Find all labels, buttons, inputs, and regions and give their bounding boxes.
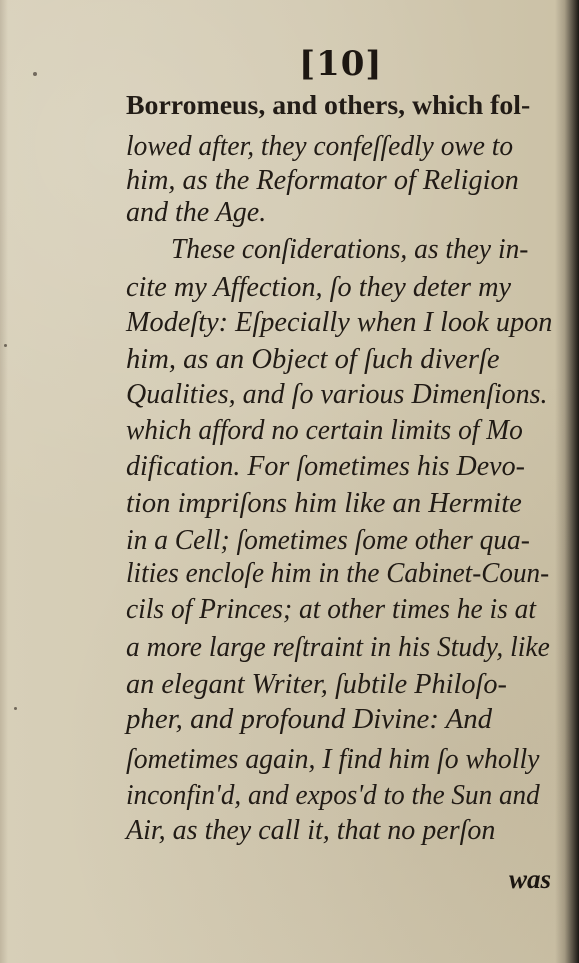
text-line: him, as an Object of ſuch diverſe: [126, 344, 500, 375]
page-edge-shadow: [0, 0, 8, 963]
text-line: Borromeus, and others, which fol-: [126, 90, 531, 120]
text-line: inconfin'd, and expos'd to the Sun and: [126, 780, 540, 811]
text-line: Modeſty: Eſpecially when I look upon: [126, 307, 553, 338]
text-line: lities encloſe him in the Cabinet-Coun-: [126, 558, 550, 589]
text-line: him, as the Reformator of Religion: [126, 165, 519, 196]
text-line: Qualities, and ſo various Dimenſions.: [126, 379, 548, 410]
ink-speck: [14, 707, 17, 710]
text-line: These conſiderations, as they in-: [171, 234, 529, 265]
text-line: cite my Affection, ſo they deter my: [126, 272, 512, 303]
text-line: Air, as they call it, that no perſon: [126, 815, 496, 846]
text-line: ſometimes again, I find him ſo wholly: [126, 744, 540, 775]
catchword: was: [509, 864, 552, 894]
ink-speck: [4, 344, 7, 347]
text-line: in a Cell; ſometimes ſome other qua-: [126, 525, 530, 556]
text-line: and the Age.: [126, 197, 267, 228]
ink-speck: [33, 72, 37, 76]
text-line: which afford no certain limits of Mo: [126, 415, 523, 446]
text-line: an elegant Writer, ſubtile Philoſo-: [126, 669, 507, 700]
text-line: tion impriſons him like an Hermite: [126, 488, 522, 519]
text-line: lowed after, they confeſſedly owe to: [126, 131, 514, 162]
text-line: a more large reſtraint in his Study, like: [126, 632, 550, 663]
page-number: [10]: [299, 44, 383, 84]
text-line: pher, and profound Divine: And: [126, 704, 493, 735]
text-line: dification. For ſometimes his Devo-: [126, 451, 525, 482]
text-line: cils of Princes; at other times he is at: [126, 594, 537, 625]
